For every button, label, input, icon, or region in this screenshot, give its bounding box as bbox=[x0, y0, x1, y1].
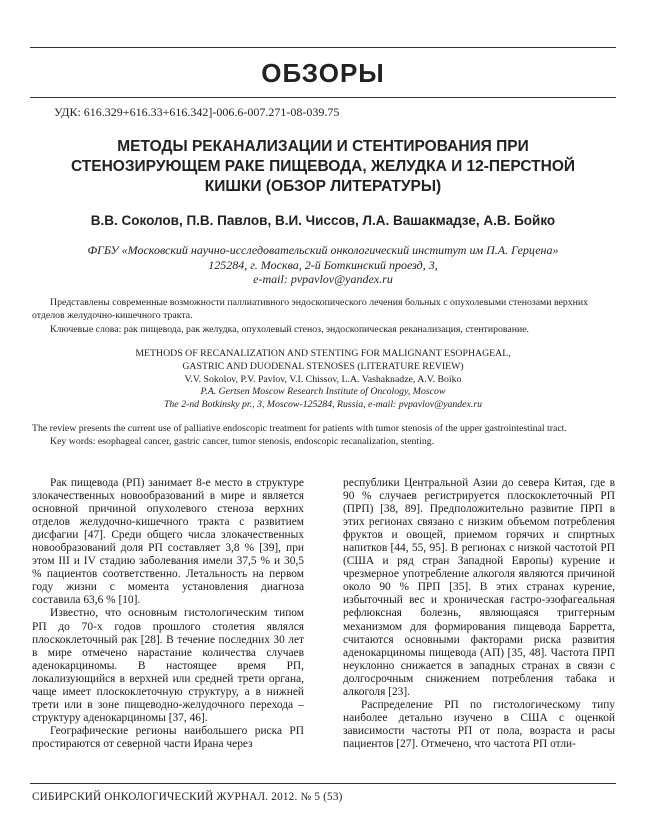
abstract-ru bbox=[32, 297, 614, 337]
title-line: КИШКИ (ОБЗОР ЛИТЕРАТУРЫ) bbox=[204, 178, 442, 195]
affiliation bbox=[30, 243, 616, 287]
section-heading: ОБЗОРЫ bbox=[261, 58, 385, 88]
title-line: МЕТОДЫ РЕКАНАЛИЗАЦИИ И СТЕНТИРОВАНИЯ ПРИ bbox=[117, 138, 529, 155]
en-affil-line: The 2-nd Botkinsky pr., 3, Moscow-125284, Russia, e-mail: pvpavlov@yandex.ru bbox=[163, 399, 483, 411]
body-paragraph: Географические регионы наибольшего риска РП простираются от северной части Ирана через bbox=[32, 724, 304, 750]
body-column-right bbox=[343, 477, 615, 751]
keywords-ru: Ключевые слова: рак пищевода, рак желудка, опухолевый стеноз, эндоскопическая реканализация, стентирование. bbox=[50, 324, 530, 335]
abstract-en-text: The review presents the current use of palliative endoscopic treatment for patients with tumor stenosis of the upper gastrointestinal tract. bbox=[32, 423, 567, 434]
en-title-line: METHODS OF RECANALIZATION AND STENTING FOR MALIGNANT ESOPHAGEAL, bbox=[135, 348, 511, 359]
journal-footer: СИБИРСКИЙ ОНКОЛОГИЧЕСКИЙ ЖУРНАЛ. 2012. № 5 (53) bbox=[32, 791, 343, 803]
abstract-en bbox=[32, 423, 614, 448]
footer-rule bbox=[30, 783, 616, 784]
en-title-line: GASTRIC AND DUODENAL STENOSES (LITERATURE REVIEW) bbox=[182, 360, 464, 372]
title-line: СТЕНОЗИРУЮЩЕМ РАКЕ ПИЩЕВОДА, ЖЕЛУДКА И 12-ПЕРСТНОЙ bbox=[70, 158, 576, 175]
udk-code: УДК: 616.329+616.33+616.342]-006.6-007.271-08-039.75 bbox=[54, 105, 340, 119]
affiliation-line: 125284, г. Москва, 2-й Боткинский проезд, 3, bbox=[208, 257, 438, 272]
affiliation-line: e-mail: pvpavlov@yandex.ru bbox=[253, 272, 393, 286]
affiliation-line: ФГБУ «Московский научно-исследовательский онкологический институт им П.А. Герцена» bbox=[87, 243, 559, 257]
body-paragraph: Рак пищевода (РП) занимает 8-е место в структуре злокачественных новообразований в мире и является основной причиной опухолевого стеноза верхних отделов желудочно-кишечного тракта с развитием дисфагии [47]. Среди общего числа злокачественных новообразований доля РП составляет 3,8 % [39], при этом III и IV стадию заболевания имели 37,5 % и 30,5 % пациентов соответственно. Летальность на первом году жизни с момента установления диагноза составила 63,6 % [10]. bbox=[32, 477, 304, 607]
body-paragraph: республики Центральной Азии до севера Китая, где в 90 % случаев регистрируется плоскоклеточный РП (ПРП) [38, 89]. Предположительно развитие ПРП в этих регионах связано с низким объемом потребления фруктов и овощей, приемом горячих и спиртных напитков [44, 55, 95]. В регионах с низкой частотой РП (США и ряд стран Западной Европы) курение и чрезмерное употребление алкоголя являются причиной около 90 % ПРП [35]. В этих странах курение, избыточный вес и хроническая гастро-эзофагеальная рефлюксная болезнь, являющаяся триггерным механизмом для формирования пищевода Барретта, считаются основными факторами риска развития аденокарциномы пищевода (АП) [35, 48]. Частота ПРП неуклонно снижается в западных странах в связи с долгосрочным снижением потребления табака и алкоголя [23]. bbox=[343, 477, 615, 698]
article-title bbox=[30, 137, 616, 197]
body-column-left bbox=[32, 477, 304, 751]
abstract-ru-text: Представлены современные возможности паллиативного эндоскопического лечения больных с опухолевыми стенозами верхних отделов желудочно-кишечного тракта. bbox=[32, 297, 589, 321]
keywords-en: Key words: esophageal cancer, gastric cancer, tumor stenosis, endoscopic recanalization, stenting. bbox=[50, 435, 435, 447]
section-rule bbox=[30, 97, 616, 98]
authors: В.В. Соколов, П.В. Павлов, В.И. Чиссов, Л.А. Вашакмадзе, А.В. Бойко bbox=[90, 213, 556, 228]
en-authors: V.V. Sokolov, P.V. Pavlov, V.I. Chissov, L.A. Vashaknadze, A.V. Boiko bbox=[184, 373, 462, 385]
top-rule bbox=[30, 47, 616, 48]
en-affil-line: P.A. Gertsen Moscow Research Institute of Oncology, Moscow bbox=[200, 386, 446, 398]
body-paragraph: Известно, что основным гистологическим типом РП до 70-х годов прошлого столетия являлся плоскоклеточный рак [28]. В течение последних 30 лет в мире отмечено нарастание количества случаев аденокарциномы. В настоящее время РП, локализующийся в верхней или средней трети органа, чаще имеет плоскоклеточную структуру, а в нижней трети или в зоне пищеводно-желудочного перехода – структуру аденокарциномы [37, 46]. bbox=[32, 607, 304, 724]
english-header bbox=[30, 348, 616, 412]
body-paragraph: Распределение РП по гистологическому типу наиболее детально изучено в США с оценкой зависимости частоты РП от пола, возраста и расы пациентов [27]. Отмечено, что частота РП отли- bbox=[343, 698, 615, 750]
